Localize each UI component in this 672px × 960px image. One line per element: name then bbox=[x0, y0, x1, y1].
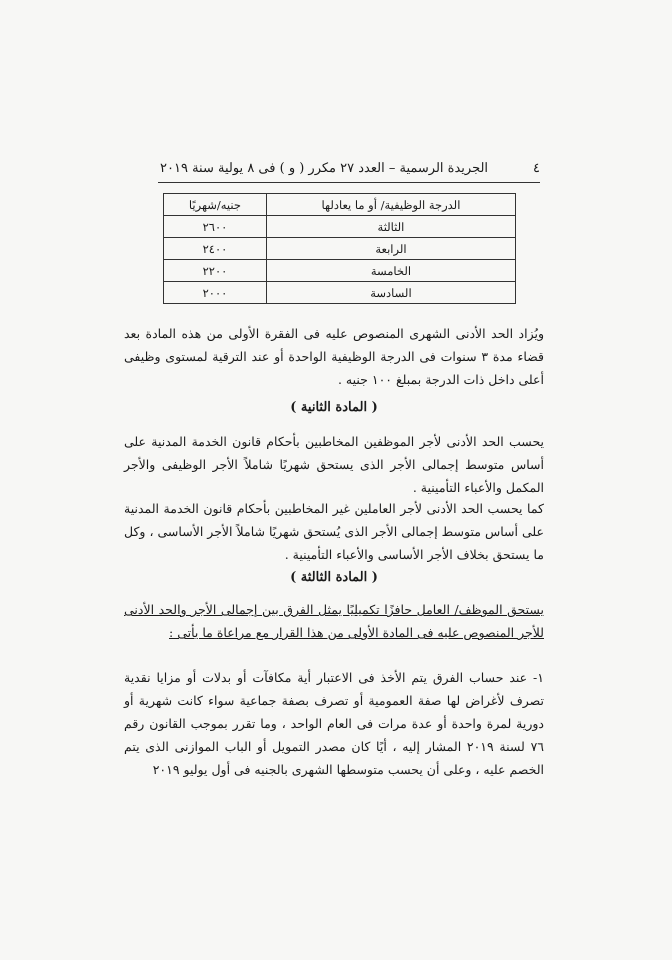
header-title: الجريدة الرسمية – العدد ٢٧ مكرر ( و ) فى ٨ يولية سنة ٢٠١٩ bbox=[160, 160, 489, 176]
salary-table bbox=[163, 193, 516, 304]
grade-cell: الرابعة bbox=[266, 238, 515, 260]
table-row bbox=[164, 238, 516, 260]
header-divider bbox=[158, 182, 540, 183]
grade-cell: الخامسة bbox=[266, 260, 515, 282]
amount-column-header: جنيه/شهريًا bbox=[164, 194, 267, 216]
grade-cell: السادسة bbox=[266, 282, 515, 304]
amount-cell: ٢٦٠٠ bbox=[164, 216, 267, 238]
paragraph-article-three-intro: يستحق الموظف/ العامل حافزًا تكميليًا يمثل الفرق بين إجمالى الأجر والحد الأدنى للأجر المنصوص عليه فى المادة الأولى من هذا القرار مع مراعاة ما يأتى : bbox=[124, 602, 544, 640]
article-three-heading: ( المادة الثالثة ) bbox=[290, 570, 378, 585]
amount-cell: ٢٢٠٠ bbox=[164, 260, 267, 282]
table-header-row bbox=[164, 194, 516, 216]
table-row bbox=[164, 282, 516, 304]
page-header bbox=[160, 157, 540, 179]
paragraph-article-two-second: كما يحسب الحد الأدنى لأجر العاملين غير المخاطبين بأحكام قانون الخدمة المدنية على أساس متوسط إجمالى الأجر الذى يُستحق شهريًا شاملاً الأجر الأساسى ، وكل ما يستحق بخلاف الأجر الأساسى والأعباء التأمينية . bbox=[124, 501, 544, 562]
table-row bbox=[164, 216, 516, 238]
paragraph-increase: ويُزاد الحد الأدنى الشهرى المنصوص عليه فى الفقرة الأولى من هذه المادة بعد قضاء مدة ٣ سنوات فى الدرجة الوظيفية الواحدة أو عند الترقية لمستوى وظيفى أعلى داخل ذات الدرجة بمبلغ ١٠٠ جنيه . bbox=[124, 326, 544, 387]
paragraph-article-two-first: يحسب الحد الأدنى لأجر الموظفين المخاطبين بأحكام قانون الخدمة المدنية على أساس متوسط إجمالى الأجر الذى يستحق شهريًا شاملاً الأجر الوظيفى والأجر المكمل والأعباء التأمينية . bbox=[124, 434, 544, 495]
article-two-heading: ( المادة الثانية ) bbox=[290, 400, 378, 415]
grade-cell: الثالثة bbox=[266, 216, 515, 238]
amount-cell: ٢٤٠٠ bbox=[164, 238, 267, 260]
page-number: ٤ bbox=[533, 160, 540, 176]
amount-cell: ٢٠٠٠ bbox=[164, 282, 267, 304]
paragraph-article-three-item-one: ١- عند حساب الفرق يتم الأخذ فى الاعتبار أية مكافآت أو بدلات أو مزايا نقدية تصرف لأغراض لها صفة العمومية أو تصرف بصفة جماعية سواء كانت شهرية أو دورية لمرة واحدة أو عدة مرات فى العام الواحد ، وما تقرر بموجب القانون رقم ٧٦ لسنة ٢٠١٩ المشار إليه ، أيًا كان مصدر التمويل أو الباب الموازنى الذى يتم الخصم عليه ، وعلى أن يحسب متوسطها الشهرى بالجنيه فى أول يوليو ٢٠١٩ bbox=[124, 670, 544, 777]
table-row bbox=[164, 260, 516, 282]
grade-column-header: الدرجة الوظيفية/ أو ما يعادلها bbox=[266, 194, 515, 216]
